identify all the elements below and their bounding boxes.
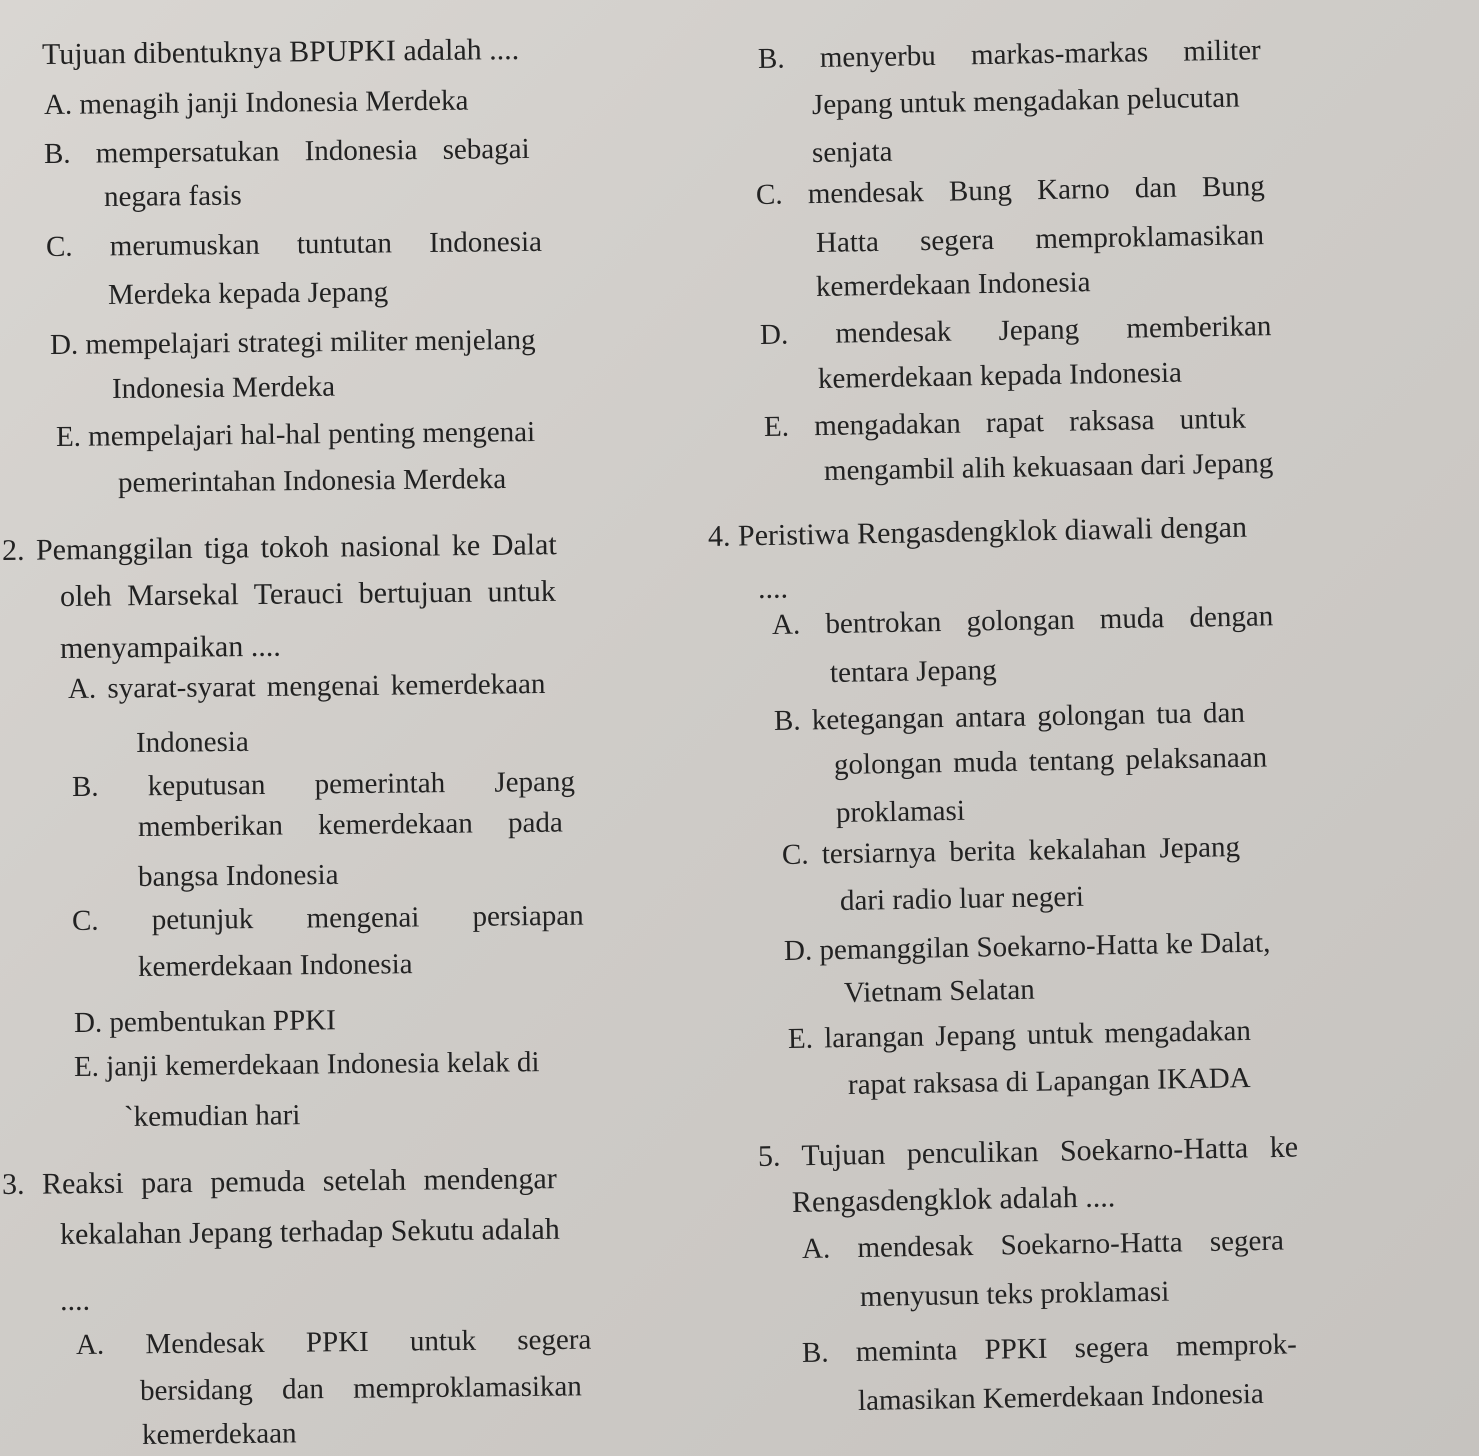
question-2-stem-line-1: 2. Pemanggilan tiga tokoh nasional ke Dalat xyxy=(1,528,557,567)
q1-option-d-cont: Indonesia Merdeka xyxy=(111,370,336,405)
q2-option-a: A. syarat-syarat mengenai kemerdekaan xyxy=(67,668,546,705)
q4-option-a: A. bentrokan golongan muda dengan xyxy=(771,600,1274,641)
q4-option-c: C. tersiarnya berita kekalahan Jepang xyxy=(781,831,1241,871)
question-2-stem-line-3: menyampaikan .... xyxy=(59,629,281,665)
q1-option-e: E. mempelajari hal-hal penting mengenai xyxy=(55,415,536,453)
q3-option-e: E. mengadakan rapat raksasa untuk xyxy=(763,402,1247,443)
q1-option-b-cont: negara fasis xyxy=(103,179,242,213)
q5-option-b-cont: lamasikan Kemerdekaan Indonesia xyxy=(857,1377,1265,1417)
question-3-stem-line-1: 3. Reaksi para pemuda setelah mendengar xyxy=(1,1162,557,1201)
q3-option-e-cont: mengambil alih kekuasaan dari Jepang xyxy=(823,447,1274,487)
q2-option-b-cont-2: bangsa Indonesia xyxy=(137,858,339,893)
q1-option-a: A. menagih janji Indonesia Merdeka xyxy=(43,84,469,121)
q4-option-c-cont: dari radio luar negeri xyxy=(839,880,1085,917)
q2-option-e-cont: `kemudian hari xyxy=(123,1099,301,1133)
q1-option-b: B. mempersatukan Indonesia sebagai xyxy=(43,132,530,170)
question-1-stem: Tujuan dibentuknya BPUPKI adalah .... xyxy=(41,33,520,71)
q5-option-a: A. mendesak Soekarno-Hatta segera xyxy=(801,1224,1285,1265)
q4-option-d: D. pemanggilan Soekarno-Hatta ke Dalat, xyxy=(783,926,1271,967)
q3-option-c-cont-2: kemerdekaan Indonesia xyxy=(815,266,1091,303)
q4-option-e-cont: rapat raksasa di Lapangan IKADA xyxy=(847,1061,1251,1101)
q3-option-a-cont-2: kemerdekaan xyxy=(141,1417,297,1451)
q3-option-d-cont: kemerdekaan kepada Indonesia xyxy=(817,356,1183,395)
q2-option-a-cont: Indonesia xyxy=(135,725,249,759)
q2-option-c-cont: kemerdekaan Indonesia xyxy=(137,948,413,983)
q3-option-b-cont-1: Jepang untuk mengadakan pelucutan xyxy=(811,81,1240,121)
q3-option-b-cont-2: senjata xyxy=(811,135,893,169)
q3-option-d: D. mendesak Jepang memberikan xyxy=(759,310,1272,351)
question-3-stem-line-2: kekalahan Jepang terhadap Sekutu adalah xyxy=(59,1212,560,1251)
q1-option-c: C. merumuskan tuntutan Indonesia xyxy=(45,225,543,263)
q4-option-b-cont-2: proklamasi xyxy=(835,794,966,829)
q5-option-a-cont: menyusun teks proklamasi xyxy=(859,1275,1170,1313)
q3-option-c-cont-1: Hatta segera memproklamasikan xyxy=(815,219,1265,259)
question-3-stem-line-3: .... xyxy=(59,1283,91,1317)
q5-option-b: B. meminta PPKI segera memprok- xyxy=(801,1328,1297,1369)
q4-option-b: B. ketegangan antara golongan tua dan xyxy=(773,696,1246,737)
q4-option-d-cont: Vietnam Selatan xyxy=(843,973,1035,1009)
q4-option-a-cont: tentara Jepang xyxy=(829,654,997,689)
q4-option-b-cont-1: golongan muda tentang pelaksanaan xyxy=(833,741,1268,781)
q2-option-b-cont-1: memberikan kemerdekaan pada xyxy=(137,806,563,843)
q3-option-a-cont-1: bersidang dan memproklamasikan xyxy=(139,1370,582,1407)
question-5-stem-line-1: 5. Tujuan penculikan Soekarno-Hatta ke xyxy=(757,1130,1299,1173)
question-2-stem-line-2: oleh Marsekal Terauci bertujuan untuk xyxy=(59,574,556,613)
q4-option-e: E. larangan Jepang untuk mengadakan xyxy=(787,1014,1252,1055)
q3-option-b: B. menyerbu markas-markas militer xyxy=(757,34,1261,75)
q3-option-c: C. mendesak Bung Karno dan Bung xyxy=(755,170,1266,211)
question-4-stem-line-1: 4. Peristiwa Rengasdengklok diawali dengan xyxy=(707,510,1248,553)
q1-option-c-cont: Merdeka kepada Jepang xyxy=(107,276,389,311)
q3-option-a: A. Mendesak PPKI untuk segera xyxy=(75,1323,592,1361)
question-5-stem-line-2: Rengasdengklok adalah .... xyxy=(791,1180,1116,1219)
q2-option-e: E. janji kemerdekaan Indonesia kelak di xyxy=(73,1046,540,1083)
q1-option-d: D. mempelajari strategi militer menjelang xyxy=(49,323,536,361)
q2-option-c: C. petunjuk mengenai persiapan xyxy=(71,899,584,937)
q1-option-e-cont: pemerintahan Indonesia Merdeka xyxy=(117,462,507,499)
question-4-stem-line-2: .... xyxy=(757,571,789,605)
q2-option-b: B. keputusan pemerintah Jepang xyxy=(71,765,576,803)
q2-option-d: D. pembentukan PPKI xyxy=(73,1004,336,1039)
